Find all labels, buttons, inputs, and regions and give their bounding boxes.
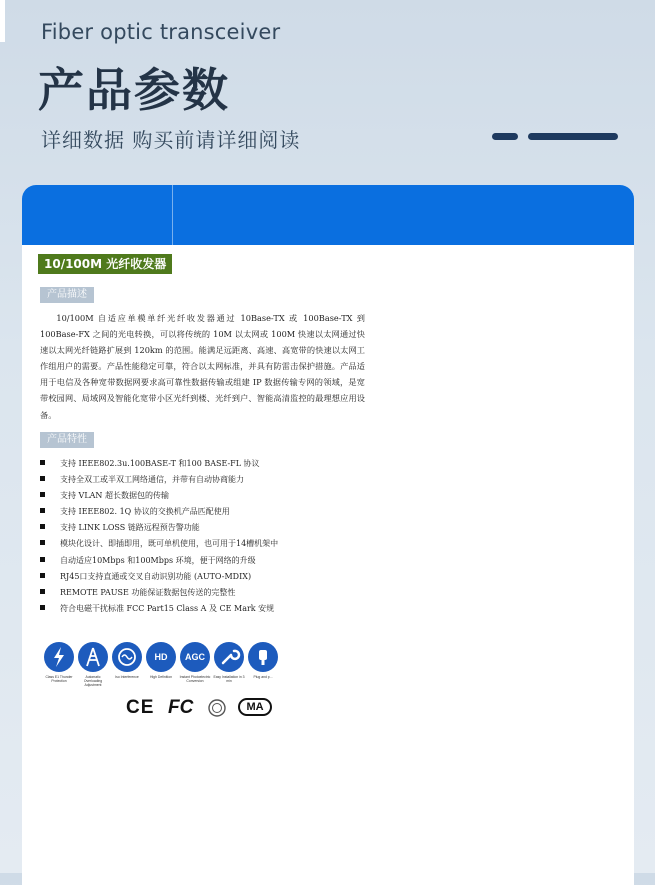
corner-accent (0, 0, 5, 42)
decor-dash-long (528, 133, 618, 140)
bullet-icon (40, 508, 45, 513)
list-item: 支持全双工或半双工网络通信，并带有自动协商能力 (40, 472, 278, 488)
bullet-icon (40, 605, 45, 610)
hd-icon: HD (146, 642, 176, 672)
bullet-icon (40, 557, 45, 562)
card-header-band (22, 185, 634, 245)
list-item: 支持 IEEE802. 1Q 协议的交换机产品匹配使用 (40, 504, 278, 520)
band-divider (172, 185, 173, 245)
list-item: 符合电磁干扰标准 FCC Part15 Class A 及 CE Mark 安规 (40, 601, 278, 617)
list-item: 支持 VLAN 超长数据包的传输 (40, 488, 278, 504)
anti-interference-icon (112, 642, 142, 672)
ma-mark: MA (238, 698, 272, 716)
list-item: 自动适应10Mbps 和100Mbps 环境，便于网络的升级 (40, 553, 278, 569)
page-title: 产品参数 (38, 63, 230, 117)
icon-caption: Class E1 Thunder Protection (45, 675, 73, 684)
wrench-icon (214, 642, 244, 672)
ce-mark: CE (126, 697, 155, 718)
rohs-seal-icon (208, 699, 226, 717)
list-item: RJ45口支持直通或交叉自动识别功能 (AUTO-MDIX) (40, 569, 278, 585)
icon-caption: Iso Interference (115, 675, 139, 679)
lightning-shield-icon (44, 642, 74, 672)
icon-caption: Instant Photoelectric Conversion (179, 675, 211, 684)
tower-icon (78, 642, 108, 672)
bullet-icon (40, 540, 45, 545)
bullet-icon (40, 524, 45, 529)
bullet-icon (40, 589, 45, 594)
features-label: 产品特性 (40, 432, 94, 448)
fc-mark: FC (168, 697, 194, 718)
product-tag: 10/100M 光纤收发器 (38, 254, 172, 274)
feature-list (40, 456, 278, 617)
english-title: Fiber optic transceiver (41, 20, 281, 44)
bullet-icon (40, 460, 45, 465)
icon-caption: High Definition (149, 675, 173, 679)
description-label: 产品描述 (40, 287, 94, 303)
page-subtitle: 详细数据 购买前请详细阅读 (41, 128, 301, 152)
icon-caption: Easy Installation in 3 min (213, 675, 245, 684)
list-item: 模块化设计、即插即用，既可单机使用，也可用于14槽机架中 (40, 536, 278, 552)
list-item: REMOTE PAUSE 功能保证数据包传送的完整性 (40, 585, 278, 601)
list-item: 支持 LINK LOSS 链路远程预告警功能 (40, 520, 278, 536)
plug-icon (248, 642, 278, 672)
icon-caption: Plug and p... (253, 675, 273, 679)
product-description: 10/100M 自适应单模单纤光纤收发器通过 10Base-TX 或 100Base-TX 到 100Base-FX 之间的光电转换，可以将传统的 10M 以太网或 100M 快速以太网通过快速以太网光纤链路扩展到 120km 的范围。能满足远距离、高速、高宽带的快速以太网工作组用户的需要。产品性能稳定可靠，符合以太网标准，并具有防雷击保护措施。产品适用于电信及各种宽带数据网要求高可靠性数据传输或组建 IP 数据传输专网的领域，是宽带校园网、局域网及智能化宽带小区光纤到楼、光纤到户、智能高清监控的最理想应用设备。 (40, 313, 365, 420)
list-item: 支持 IEEE802.3u.100BASE-T 和100 BASE-FL 协议 (40, 456, 278, 472)
bullet-icon (40, 573, 45, 578)
bullet-icon (40, 476, 45, 481)
decor-dash-short (492, 133, 518, 140)
bullet-icon (40, 492, 45, 497)
icon-caption: Automatic Overloading Adjustment (83, 675, 103, 688)
agc-icon: AGC (180, 642, 210, 672)
feature-icon-row (44, 642, 284, 692)
